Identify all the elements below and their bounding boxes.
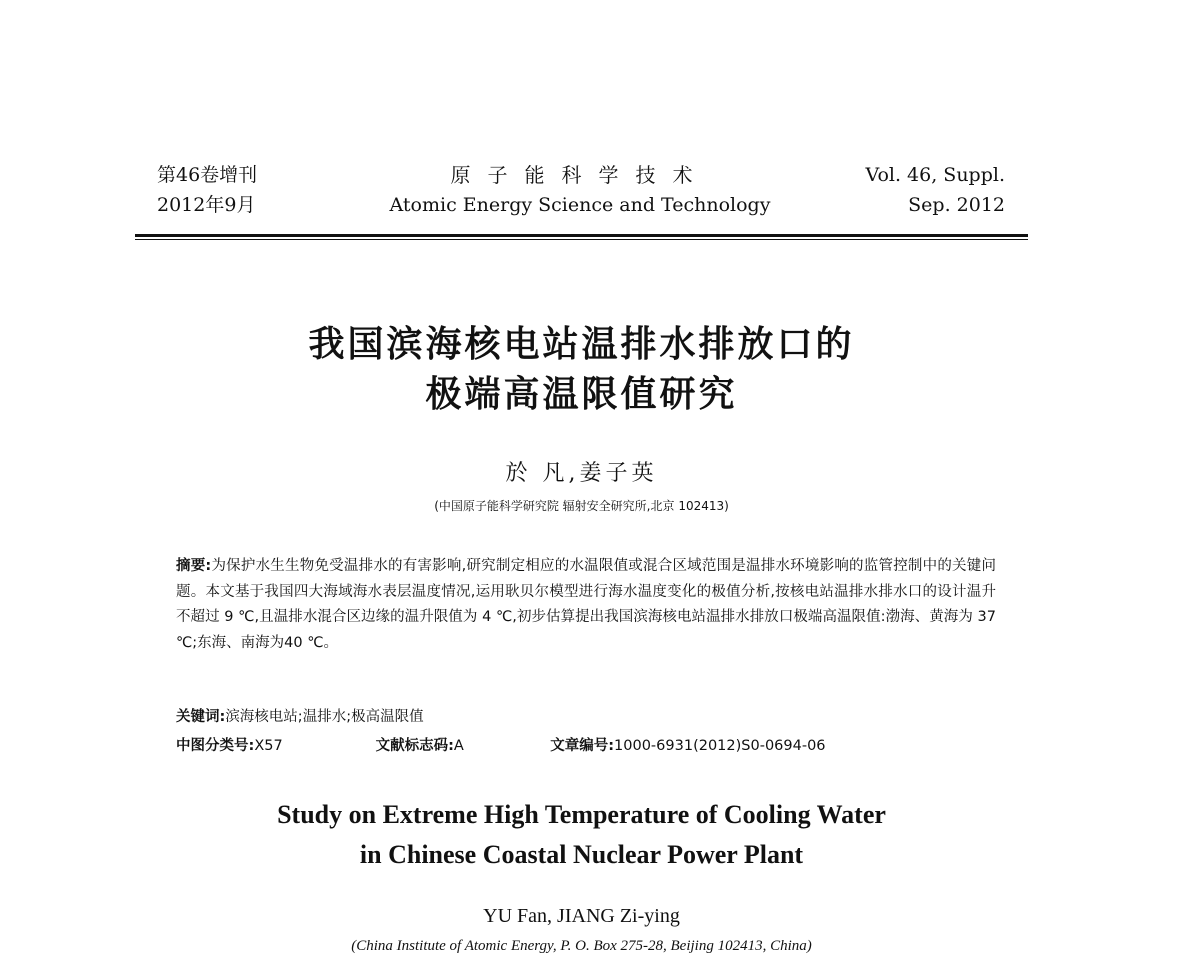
title-en-line1: Study on Extreme High Temperature of Cooling Water: [277, 800, 886, 829]
volume-cn: 第46卷增刊: [157, 164, 258, 186]
header-rule-thick: [135, 234, 1028, 237]
clc-label: 中图分类号:: [176, 738, 255, 754]
article-id-label: 文章编号:: [550, 738, 615, 754]
header-left: [157, 160, 257, 220]
keywords-cn: [176, 706, 424, 728]
article-id-group: [550, 735, 825, 757]
authors-en: YU Fan, JIANG Zi-ying: [483, 905, 680, 927]
abstract-text: 为保护水生生物免受温排水的有害影响,研究制定相应的水温限值或混合区域范围是温排水环境影响的监管控制中的关键问题。本文基于我国四大海域海水表层温度情况,运用耿贝尔模型进行海水温度变化的极值分析,按核电站温排水排水口的设计温升不超过 9 ℃,且温排水混合区边缘的温升限值为 4 ℃,初步估算提出我国滨海核电站温排水排放口极端高温限值:渤海、黄海为 37 ℃;东海、南海为40 ℃。: [176, 558, 996, 651]
header-right: [865, 160, 1005, 220]
doc-code-label: 文献标志码:: [375, 738, 454, 754]
title-cn-line2: 极端高温限值研究: [425, 374, 738, 415]
abstract-label: 摘要:: [176, 558, 212, 574]
keywords-label: 关键词:: [176, 709, 226, 725]
doc-code-value: A: [453, 738, 464, 754]
article-title-cn: [0, 320, 1163, 420]
title-en-line2: in Chinese Coastal Nuclear Power Plant: [359, 840, 804, 869]
affiliation-en: (China Institute of Atomic Energy, P. O. Box 275-28, Beijing 102413, China): [351, 938, 812, 954]
journal-title-cn: 原子能科学技术: [450, 163, 710, 187]
date-cn: 2012年9月: [157, 194, 256, 216]
affiliation-cn: (中国原子能科学研究院 辐射安全研究所,北京 102413): [434, 499, 729, 513]
clc-value: X57: [254, 738, 283, 754]
authors-cn: 於 凡,姜子英: [505, 461, 658, 486]
header-rule-thin: [135, 239, 1028, 240]
abstract-cn: [176, 554, 996, 656]
journal-title-en: Atomic Energy Science and Technology: [389, 194, 771, 216]
volume-en: Vol. 46, Suppl.: [865, 164, 1005, 186]
classification-line: [176, 735, 996, 757]
article-title-en: [0, 795, 1163, 875]
article-id-value: 1000-6931(2012)S0-0694-06: [614, 738, 826, 754]
keywords-text: 滨海核电站;温排水;极高温限值: [225, 709, 424, 725]
header-center: [380, 160, 780, 220]
clc-group: [176, 735, 371, 757]
date-en: Sep. 2012: [908, 194, 1005, 216]
doc-code-group: [376, 735, 546, 757]
title-cn-line1: 我国滨海核电站温排水排放口的: [308, 324, 855, 365]
